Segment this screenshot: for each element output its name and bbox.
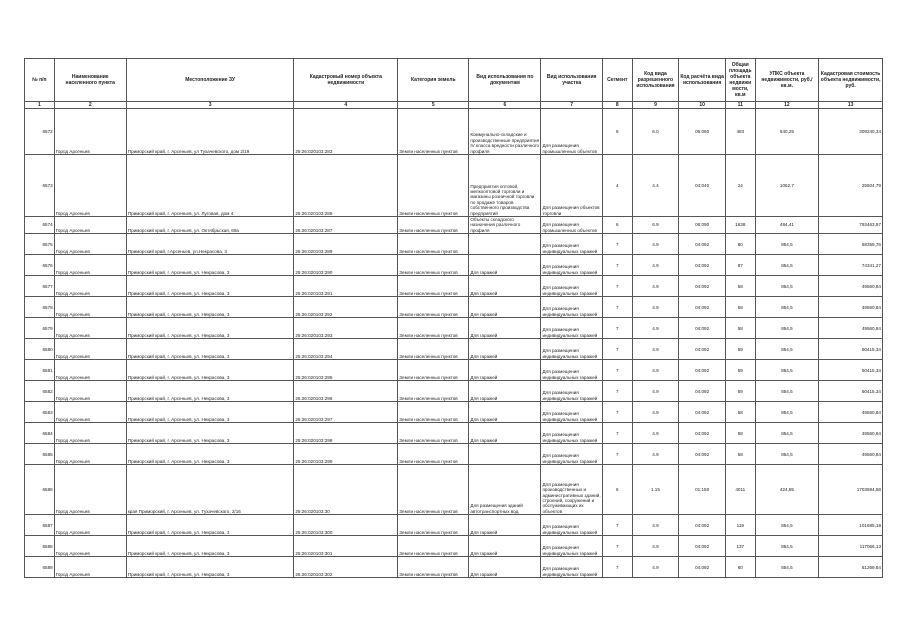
plot-use-cell: Для размещения промышленных объектов bbox=[541, 109, 603, 155]
table-row bbox=[25, 557, 883, 578]
plot-use-cell: Для размещения индивидуальных гаражей bbox=[541, 234, 603, 255]
segment-cell: 7 bbox=[602, 423, 632, 444]
upks-value-cell: 484,41 bbox=[755, 217, 819, 234]
location-cell: Приморский край, г. Арсеньев, ул. Некрасова, 3 bbox=[126, 423, 294, 444]
cadastral-number-cell: 25:26:020103:300 bbox=[294, 515, 398, 536]
cadastral-cost-cell: 117066,13 bbox=[819, 536, 883, 557]
column-number: 5 bbox=[398, 102, 469, 109]
column-number: 10 bbox=[679, 102, 726, 109]
cadastral-number-cell: 25:26:020103:295 bbox=[294, 360, 398, 381]
upks-value-cell: 854,5 bbox=[755, 318, 819, 339]
use-by-documents-cell: Для гаражей bbox=[469, 276, 541, 297]
cadastral-number-cell: 25:26:020103:296 bbox=[294, 381, 398, 402]
upks-value-cell: 424,85 bbox=[755, 465, 819, 515]
cadastral-cost-cell: 1703594,58 bbox=[819, 465, 883, 515]
use-by-documents-cell: Коммунально-складские и производственные предприятия IV класса вредности различного профиля bbox=[469, 109, 541, 155]
settlement-name-cell: Город Арсеньев bbox=[54, 515, 126, 536]
row-number-cell: 6587 bbox=[25, 515, 55, 536]
use-by-documents-cell: Для гаражей bbox=[469, 297, 541, 318]
area-cell: 59 bbox=[725, 339, 755, 360]
calc-code-cell: 04:092 bbox=[679, 444, 726, 465]
cadastral-cost-cell: 49560,84 bbox=[819, 297, 883, 318]
calc-code-cell: 06:090 bbox=[679, 217, 726, 234]
cadastral-cost-cell: 74341,27 bbox=[819, 255, 883, 276]
column-header: УПКС объекта недвижимости, руб./кв.м. bbox=[755, 59, 819, 102]
settlement-name-cell: Город Арсеньев bbox=[54, 557, 126, 578]
row-number-cell: 6582 bbox=[25, 381, 55, 402]
table-row bbox=[25, 234, 883, 255]
segment-cell: 7 bbox=[602, 536, 632, 557]
table-row bbox=[25, 297, 883, 318]
permitted-use-code-cell: 4.9 bbox=[632, 515, 679, 536]
column-number: 8 bbox=[602, 102, 632, 109]
permitted-use-code-cell: 4.9 bbox=[632, 381, 679, 402]
row-number-cell: 6579 bbox=[25, 318, 55, 339]
settlement-name-cell: Город Арсеньев bbox=[54, 360, 126, 381]
settlement-name-cell: Город Арсеньев bbox=[54, 318, 126, 339]
column-number: 11 bbox=[725, 102, 755, 109]
use-by-documents-cell: Для гаражей bbox=[469, 255, 541, 276]
column-header: Наименование населенного пункта bbox=[54, 59, 126, 102]
segment-cell: 7 bbox=[602, 276, 632, 297]
row-number-cell: 6573 bbox=[25, 155, 55, 217]
permitted-use-code-cell: 4.9 bbox=[632, 234, 679, 255]
permitted-use-code-cell: 6.0 bbox=[632, 109, 679, 155]
plot-use-cell: Для размещения индивидуальных гаражей bbox=[541, 339, 603, 360]
cadastral-cost-cell: 50415,34 bbox=[819, 339, 883, 360]
column-number: 13 bbox=[819, 102, 883, 109]
column-number: 1 bbox=[25, 102, 55, 109]
column-number: 6 bbox=[469, 102, 541, 109]
location-cell: Приморский край, г. Арсеньев, ул. Некрасова, 3 bbox=[126, 276, 294, 297]
row-number-cell: 6583 bbox=[25, 402, 55, 423]
upks-value-cell: 854,5 bbox=[755, 536, 819, 557]
cadastral-number-cell: 25:26:020103:301 bbox=[294, 536, 398, 557]
cadastral-cost-cell: 50415,34 bbox=[819, 360, 883, 381]
location-cell: Приморский край, г. Арсеньев, ул. Некрасова, 3 bbox=[126, 360, 294, 381]
column-header: Код расчёта вида использования bbox=[679, 59, 726, 102]
row-number-cell: 6574 bbox=[25, 217, 55, 234]
settlement-name-cell: Город Арсеньев bbox=[54, 381, 126, 402]
segment-cell: 7 bbox=[602, 360, 632, 381]
permitted-use-code-cell: 1.15 bbox=[632, 465, 679, 515]
calc-code-cell: 04:092 bbox=[679, 255, 726, 276]
upks-value-cell: 854,5 bbox=[755, 515, 819, 536]
settlement-name-cell: Город Арсеньев bbox=[54, 402, 126, 423]
calc-code-cell: 04:092 bbox=[679, 536, 726, 557]
calc-code-cell: 06:060 bbox=[679, 109, 726, 155]
settlement-name-cell: Город Арсеньев bbox=[54, 276, 126, 297]
table-row bbox=[25, 339, 883, 360]
location-cell: Приморский край, г. Арсеньев, ул. Некрасова, 3 bbox=[126, 444, 294, 465]
upks-value-cell: 854,5 bbox=[755, 339, 819, 360]
calc-code-cell: 04:092 bbox=[679, 360, 726, 381]
cadastral-cost-cell: 49560,84 bbox=[819, 444, 883, 465]
upks-value-cell: 854,5 bbox=[755, 557, 819, 578]
plot-use-cell: Для размещения индивидуальных гаражей bbox=[541, 360, 603, 381]
location-cell: Приморский край, г.Арсеньев, ул.Некрасова, 3 bbox=[126, 234, 294, 255]
use-by-documents-cell: Для гаражей bbox=[469, 402, 541, 423]
segment-cell: 7 bbox=[602, 557, 632, 578]
location-cell: Приморский край, г. Арсеньев, ул. Некрасова, 3 bbox=[126, 255, 294, 276]
column-number: 7 bbox=[541, 102, 603, 109]
calc-code-cell: 04:092 bbox=[679, 557, 726, 578]
settlement-name-cell: Город Арсеньев bbox=[54, 255, 126, 276]
row-number-cell: 6585 bbox=[25, 444, 55, 465]
table-row bbox=[25, 402, 883, 423]
column-number-row bbox=[25, 102, 883, 109]
cadastral-cost-cell: 49560,84 bbox=[819, 402, 883, 423]
permitted-use-code-cell: 4.9 bbox=[632, 318, 679, 339]
plot-use-cell: Для размещения индивидуальных гаражей bbox=[541, 536, 603, 557]
row-number-cell: 6572 bbox=[25, 109, 55, 155]
permitted-use-code-cell: 4.9 bbox=[632, 297, 679, 318]
land-category-cell: Земли населенных пунктов bbox=[398, 465, 469, 515]
permitted-use-code-cell: 4.9 bbox=[632, 423, 679, 444]
cadastral-cost-cell: 101685,18 bbox=[819, 515, 883, 536]
cadastral-cost-cell: 68359,76 bbox=[819, 234, 883, 255]
land-category-cell: Земли населенных пунктов bbox=[398, 515, 469, 536]
column-number: 2 bbox=[54, 102, 126, 109]
segment-cell: 6 bbox=[602, 109, 632, 155]
use-by-documents-cell: Для гаражей bbox=[469, 515, 541, 536]
cadastral-number-cell: 25:26:020103:289 bbox=[294, 234, 398, 255]
upks-value-cell: 1062,7 bbox=[755, 155, 819, 217]
land-category-cell: Земли населенных пунктов bbox=[398, 217, 469, 234]
cadastral-number-cell: 25:26:020103:297 bbox=[294, 402, 398, 423]
calc-code-cell: 04:092 bbox=[679, 297, 726, 318]
use-by-documents-cell: Для гаражей bbox=[469, 360, 541, 381]
plot-use-cell: Для размещения индивидуальных гаражей bbox=[541, 255, 603, 276]
land-category-cell: Земли населенных пунктов bbox=[398, 423, 469, 444]
plot-use-cell: Для размещения индивидуальных гаражей bbox=[541, 557, 603, 578]
row-number-cell: 6588 bbox=[25, 536, 55, 557]
area-cell: 58 bbox=[725, 444, 755, 465]
area-cell: 24 bbox=[725, 155, 755, 217]
location-cell: Приморский край, г. Арсеньев, ул. Октябрьская, 69а bbox=[126, 217, 294, 234]
area-cell: 58 bbox=[725, 276, 755, 297]
row-number-cell: 6576 bbox=[25, 255, 55, 276]
area-cell: 59 bbox=[725, 360, 755, 381]
land-category-cell: Земли населенных пунктов bbox=[398, 557, 469, 578]
column-header: Вид использования участка bbox=[541, 59, 603, 102]
cadastral-number-cell: 25:26:020103:291 bbox=[294, 276, 398, 297]
location-cell: Приморский край, г. Арсеньев, ул. Некрасова, 3 bbox=[126, 339, 294, 360]
cadastral-cost-cell: 50415,34 bbox=[819, 381, 883, 402]
table-row bbox=[25, 515, 883, 536]
use-by-documents-cell: Для гаражей bbox=[469, 557, 541, 578]
table-row bbox=[25, 536, 883, 557]
segment-cell: 6 bbox=[602, 217, 632, 234]
use-by-documents-cell bbox=[469, 444, 541, 465]
upks-value-cell: 854,5 bbox=[755, 255, 819, 276]
column-number: 9 bbox=[632, 102, 679, 109]
location-cell: Приморский край, г. Арсеньев, ул. Некрасова, 3 bbox=[126, 536, 294, 557]
table-row bbox=[25, 444, 883, 465]
upks-value-cell: 854,5 bbox=[755, 423, 819, 444]
column-header: Сегмент bbox=[602, 59, 632, 102]
area-cell: 4011 bbox=[725, 465, 755, 515]
cadastral-cost-cell: 25504,79 bbox=[819, 155, 883, 217]
land-category-cell: Земли населенных пунктов bbox=[398, 276, 469, 297]
land-category-cell: Земли населенных пунктов bbox=[398, 234, 469, 255]
area-cell: 59 bbox=[725, 381, 755, 402]
plot-use-cell: Для размещения индивидуальных гаражей bbox=[541, 297, 603, 318]
table-row bbox=[25, 381, 883, 402]
segment-cell: 7 bbox=[602, 234, 632, 255]
column-header: Категория земель bbox=[398, 59, 469, 102]
row-number-cell: 6578 bbox=[25, 297, 55, 318]
settlement-name-cell: Город Арсеньев bbox=[54, 465, 126, 515]
plot-use-cell: Для размещения индивидуальных гаражей bbox=[541, 276, 603, 297]
segment-cell: 7 bbox=[602, 318, 632, 339]
table-row bbox=[25, 217, 883, 234]
land-category-cell: Земли населенных пунктов bbox=[398, 360, 469, 381]
location-cell: Приморский край, г. Арсеньев, ул Тухачевского, дом 2/19 bbox=[126, 109, 294, 155]
cadastral-number-cell: 25:26:020103:287 bbox=[294, 217, 398, 234]
table-row bbox=[25, 276, 883, 297]
cadastral-cost-cell: 49560,84 bbox=[819, 276, 883, 297]
table-row bbox=[25, 423, 883, 444]
cadastral-number-cell: 25:26:020103:285 bbox=[294, 155, 398, 217]
cadastral-number-cell: 25:26:020103:298 bbox=[294, 423, 398, 444]
cadastral-cost-cell: 51269,84 bbox=[819, 557, 883, 578]
cadastral-number-cell: 25:26:020103:290 bbox=[294, 255, 398, 276]
segment-cell: 7 bbox=[602, 515, 632, 536]
permitted-use-code-cell: 4.9 bbox=[632, 255, 679, 276]
column-header: Код вида разрешенного использования bbox=[632, 59, 679, 102]
calc-code-cell: 04:092 bbox=[679, 402, 726, 423]
use-by-documents-cell: Объекты складского назначения различного профиля bbox=[469, 217, 541, 234]
plot-use-cell: Для размещения объектов торговли bbox=[541, 155, 603, 217]
permitted-use-code-cell: 4.9 bbox=[632, 339, 679, 360]
segment-cell: 7 bbox=[602, 255, 632, 276]
area-cell: 1638 bbox=[725, 217, 755, 234]
location-cell: Приморский край, г. Арсеньев, ул. Некрасова, 3 bbox=[126, 318, 294, 339]
row-number-cell: 6584 bbox=[25, 423, 55, 444]
permitted-use-code-cell: 4.9 bbox=[632, 557, 679, 578]
use-by-documents-cell: Для гаражей bbox=[469, 339, 541, 360]
area-cell: 119 bbox=[725, 515, 755, 536]
table-row bbox=[25, 465, 883, 515]
location-cell: Приморский край, г. Арсеньев, ул. Некрасова, 3 bbox=[126, 297, 294, 318]
upks-value-cell: 854,5 bbox=[755, 297, 819, 318]
cadastral-value-sheet bbox=[24, 58, 883, 578]
segment-cell: 7 bbox=[602, 444, 632, 465]
settlement-name-cell: Город Арсеньев bbox=[54, 155, 126, 217]
column-header: Общая площадь объекта недвижи мости, кв.м bbox=[725, 59, 755, 102]
column-header: Вид использования по документам bbox=[469, 59, 541, 102]
calc-code-cell: 04:092 bbox=[679, 234, 726, 255]
land-category-cell: Земли населенных пунктов bbox=[398, 318, 469, 339]
land-category-cell: Земли населенных пунктов bbox=[398, 339, 469, 360]
area-cell: 60 bbox=[725, 557, 755, 578]
calc-code-cell: 04:092 bbox=[679, 381, 726, 402]
calc-code-cell: 04:092 bbox=[679, 318, 726, 339]
cadastral-number-cell: 25:26:020103:299 bbox=[294, 444, 398, 465]
row-number-cell: 6580 bbox=[25, 339, 55, 360]
upks-value-cell: 854,5 bbox=[755, 381, 819, 402]
column-header: Кадастровая стоимость объекта недвижимости, руб. bbox=[819, 59, 883, 102]
column-number: 12 bbox=[755, 102, 819, 109]
cadastral-number-cell: 25:26:020103:30 bbox=[294, 465, 398, 515]
use-by-documents-cell: Для гаражей bbox=[469, 536, 541, 557]
area-cell: 87 bbox=[725, 255, 755, 276]
column-number: 4 bbox=[294, 102, 398, 109]
cadastral-cost-cell: 793463,97 bbox=[819, 217, 883, 234]
area-cell: 58 bbox=[725, 318, 755, 339]
area-cell: 80 bbox=[725, 234, 755, 255]
segment-cell: 7 bbox=[602, 381, 632, 402]
cadastral-number-cell: 25:26:020103:302 bbox=[294, 557, 398, 578]
use-by-documents-cell: Предприятия оптовой, мелкооптовой торговли и магазины розничной торговли по продаже товаров собственного производства предприятий bbox=[469, 155, 541, 217]
settlement-name-cell: Город Арсеньев bbox=[54, 444, 126, 465]
land-category-cell: Земли населенных пунктов bbox=[398, 255, 469, 276]
upks-value-cell: 640,25 bbox=[755, 109, 819, 155]
land-category-cell: Земли населенных пунктов bbox=[398, 155, 469, 217]
use-by-documents-cell: Для гаражей bbox=[469, 318, 541, 339]
row-number-cell: 6586 bbox=[25, 465, 55, 515]
table-row bbox=[25, 155, 883, 217]
cadastral-table bbox=[24, 58, 883, 578]
land-category-cell: Земли населенных пунктов bbox=[398, 402, 469, 423]
permitted-use-code-cell: 4.9 bbox=[632, 444, 679, 465]
upks-value-cell: 854,5 bbox=[755, 234, 819, 255]
table-row bbox=[25, 318, 883, 339]
upks-value-cell: 854,5 bbox=[755, 402, 819, 423]
plot-use-cell: Для размещения индивидуальных гаражей bbox=[541, 423, 603, 444]
cadastral-number-cell: 25:26:020103:294 bbox=[294, 339, 398, 360]
area-cell: 137 bbox=[725, 536, 755, 557]
segment-cell: 7 bbox=[602, 339, 632, 360]
column-header: № п/п bbox=[25, 59, 55, 102]
settlement-name-cell: Город Арсеньев bbox=[54, 339, 126, 360]
area-cell: 483 bbox=[725, 109, 755, 155]
cadastral-number-cell: 25:26:020103:292 bbox=[294, 297, 398, 318]
use-by-documents-cell: Для гаражей bbox=[469, 423, 541, 444]
cadastral-cost-cell: 309240,34 bbox=[819, 109, 883, 155]
location-cell: Приморский край, г. Арсеньев, ул. Некрасова, 3 bbox=[126, 381, 294, 402]
cadastral-number-cell: 25:26:020103:293 bbox=[294, 318, 398, 339]
table-row bbox=[25, 109, 883, 155]
calc-code-cell: 04:092 bbox=[679, 339, 726, 360]
location-cell: Приморский край, г. Арсеньев, ул. Некрасова, 3 bbox=[126, 515, 294, 536]
cadastral-cost-cell: 49560,84 bbox=[819, 423, 883, 444]
permitted-use-code-cell: 6.9 bbox=[632, 217, 679, 234]
plot-use-cell: Для размещения индивидуальных гаражей bbox=[541, 515, 603, 536]
settlement-name-cell: Город Арсеньев bbox=[54, 423, 126, 444]
plot-use-cell: Для размещения промышленных объектов bbox=[541, 217, 603, 234]
calc-code-cell: 01:150 bbox=[679, 465, 726, 515]
column-number: 3 bbox=[126, 102, 294, 109]
location-cell: Приморский край, г. Арсеньев, ул. Некрасова, 3 bbox=[126, 557, 294, 578]
segment-cell: 7 bbox=[602, 297, 632, 318]
row-number-cell: 6577 bbox=[25, 276, 55, 297]
permitted-use-code-cell: 4.4 bbox=[632, 155, 679, 217]
land-category-cell: Земли населенных пунктов bbox=[398, 444, 469, 465]
settlement-name-cell: Город Арсеньев bbox=[54, 536, 126, 557]
column-header: Кадастровый номер объекта недвижимости bbox=[294, 59, 398, 102]
calc-code-cell: 04:092 bbox=[679, 276, 726, 297]
upks-value-cell: 854,5 bbox=[755, 444, 819, 465]
segment-cell: 4 bbox=[602, 155, 632, 217]
plot-use-cell: Для размещения производственных и административных зданий, строений, сооружений и обслуживающих их объектов bbox=[541, 465, 603, 515]
plot-use-cell: Для размещения индивидуальных гаражей bbox=[541, 318, 603, 339]
area-cell: 58 bbox=[725, 402, 755, 423]
header-row bbox=[25, 59, 883, 102]
area-cell: 58 bbox=[725, 297, 755, 318]
land-category-cell: Земли населенных пунктов bbox=[398, 109, 469, 155]
settlement-name-cell: Город Арсеньев bbox=[54, 217, 126, 234]
table-row bbox=[25, 360, 883, 381]
cadastral-cost-cell: 49560,84 bbox=[819, 318, 883, 339]
use-by-documents-cell: Для гаражей bbox=[469, 381, 541, 402]
land-category-cell: Земли населенных пунктов bbox=[398, 297, 469, 318]
location-cell: края Приморский, г. Арсеньев, ул. Тухачевского, 2/16 bbox=[126, 465, 294, 515]
row-number-cell: 6575 bbox=[25, 234, 55, 255]
permitted-use-code-cell: 4.9 bbox=[632, 276, 679, 297]
upks-value-cell: 854,5 bbox=[755, 276, 819, 297]
calc-code-cell: 04:040 bbox=[679, 155, 726, 217]
cadastral-number-cell: 25:26:020103:283 bbox=[294, 109, 398, 155]
permitted-use-code-cell: 4.9 bbox=[632, 536, 679, 557]
settlement-name-cell: Город Арсеньев bbox=[54, 234, 126, 255]
land-category-cell: Земли населенных пунктов bbox=[398, 536, 469, 557]
settlement-name-cell: Город Арсеньев bbox=[54, 297, 126, 318]
row-number-cell: 6581 bbox=[25, 360, 55, 381]
table-row bbox=[25, 255, 883, 276]
calc-code-cell: 04:092 bbox=[679, 423, 726, 444]
location-cell: Приморский край, г. Арсеньев, ул. Некрасова, 3 bbox=[126, 402, 294, 423]
use-by-documents-cell: Для размещения зданий автотранспортных вод. bbox=[469, 465, 541, 515]
plot-use-cell: Для размещения индивидуальных гаражей bbox=[541, 381, 603, 402]
column-header: Местоположение ЗУ bbox=[126, 59, 294, 102]
segment-cell: 6 bbox=[602, 465, 632, 515]
land-category-cell: Земли населенных пунктов bbox=[398, 381, 469, 402]
settlement-name-cell: Город Арсеньев bbox=[54, 109, 126, 155]
permitted-use-code-cell: 4.9 bbox=[632, 360, 679, 381]
calc-code-cell: 04:092 bbox=[679, 515, 726, 536]
plot-use-cell: Для размещения индивидуальных гаражей bbox=[541, 444, 603, 465]
location-cell: Приморский край, г. Арсеньев, ул. Луговая, дом 4 bbox=[126, 155, 294, 217]
plot-use-cell: Для размещения индивидуальных гаражей bbox=[541, 402, 603, 423]
permitted-use-code-cell: 4.9 bbox=[632, 402, 679, 423]
segment-cell: 7 bbox=[602, 402, 632, 423]
upks-value-cell: 854,5 bbox=[755, 360, 819, 381]
row-number-cell: 6589 bbox=[25, 557, 55, 578]
table-body bbox=[25, 109, 883, 578]
area-cell: 58 bbox=[725, 423, 755, 444]
use-by-documents-cell bbox=[469, 234, 541, 255]
